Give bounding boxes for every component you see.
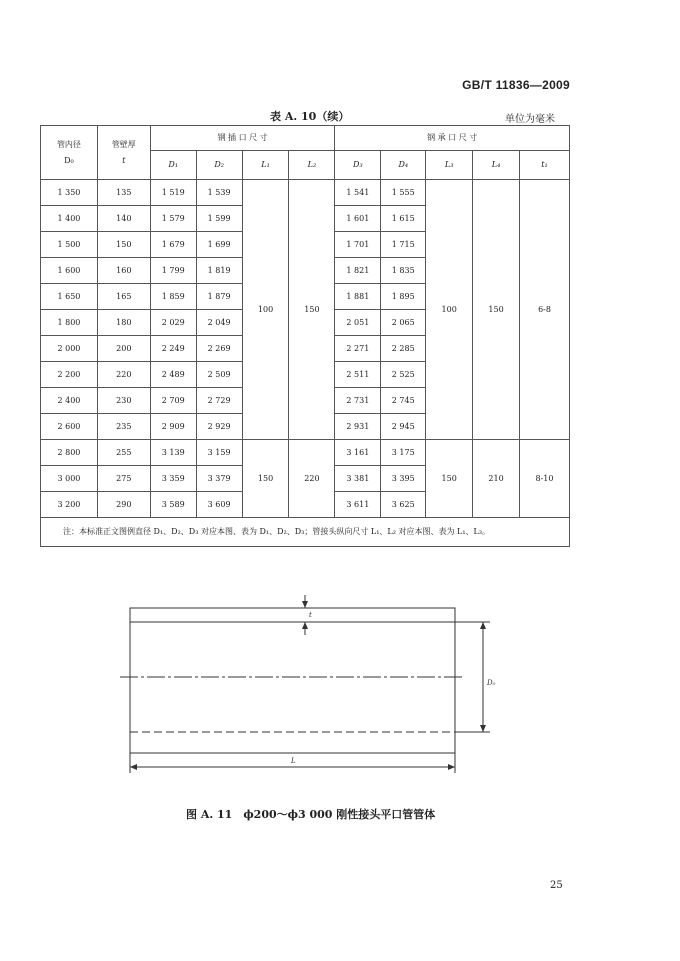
cell-d2: 2 929 xyxy=(196,414,242,440)
cell-t: 275 xyxy=(97,466,150,492)
cell-t: 290 xyxy=(97,492,150,518)
cell-l1-group1: 100 xyxy=(242,180,289,440)
cell-l4-group2: 210 xyxy=(473,440,520,518)
table-note: 注：本标准正文图例直径 D₁、D₂、D₃ 对应本图、表为 D₁、D₂、D₃；管接头纵向尺寸 L₁、L₂ 对应本图、表为 L₁、L₃。 xyxy=(41,518,570,547)
col-l3: L₃ xyxy=(426,151,473,180)
cell-d2: 1 879 xyxy=(196,284,242,310)
cell-l1-group2: 150 xyxy=(242,440,289,518)
t-arrow-bottom xyxy=(302,622,308,629)
cell-d2: 1 699 xyxy=(196,232,242,258)
cell-d0: 1 400 xyxy=(41,206,98,232)
cell-d4: 1 835 xyxy=(381,258,426,284)
cell-d2: 1 599 xyxy=(196,206,242,232)
cell-d0: 3 200 xyxy=(41,492,98,518)
cell-d1: 3 139 xyxy=(150,440,196,466)
figure-caption: 图 A. 11 ϕ200～ϕ3 000 刚性接头平口管管体 xyxy=(186,808,436,821)
table-caption: 表 A. 10（续） xyxy=(270,110,350,123)
cell-d2: 3 159 xyxy=(196,440,242,466)
col-d2: D₂ xyxy=(196,151,242,180)
col-d4: D₄ xyxy=(381,151,426,180)
cell-d4: 1 715 xyxy=(381,232,426,258)
d-arrow-bottom xyxy=(480,725,486,732)
cell-d1: 2 489 xyxy=(150,362,196,388)
cell-d1: 1 679 xyxy=(150,232,196,258)
t-arrow-top xyxy=(302,601,308,608)
l-arrow-right xyxy=(448,764,455,770)
cell-d0: 3 000 xyxy=(41,466,98,492)
cell-t1-group1: 6-8 xyxy=(520,180,570,440)
cell-d4: 1 615 xyxy=(381,206,426,232)
cell-d4: 3 395 xyxy=(381,466,426,492)
cell-d0: 1 350 xyxy=(41,180,98,206)
cell-l3-group2: 150 xyxy=(426,440,473,518)
cell-d0: 1 800 xyxy=(41,310,98,336)
cell-d4: 1 555 xyxy=(381,180,426,206)
table-row xyxy=(41,180,570,206)
header-wall-label: 管壁厚 xyxy=(111,139,136,149)
cell-d2: 3 609 xyxy=(196,492,242,518)
cell-d3: 2 731 xyxy=(335,388,381,414)
unit-note: 单位为毫米 xyxy=(505,114,555,125)
cell-t: 230 xyxy=(97,388,150,414)
d0-label: D₀ xyxy=(487,679,496,687)
cell-d0: 1 650 xyxy=(41,284,98,310)
page-number: 25 xyxy=(550,880,563,891)
header-spigot: 钢 插 口 尺 寸 xyxy=(150,126,335,151)
cell-d2: 2 509 xyxy=(196,362,242,388)
cell-d0: 1 500 xyxy=(41,232,98,258)
cell-t: 140 xyxy=(97,206,150,232)
cell-d3: 1 601 xyxy=(335,206,381,232)
cell-d0: 2 400 xyxy=(41,388,98,414)
cell-l2-group2: 220 xyxy=(289,440,335,518)
cell-d3: 1 541 xyxy=(335,180,381,206)
cell-d3: 2 271 xyxy=(335,336,381,362)
cell-d0: 2 600 xyxy=(41,414,98,440)
col-l1: L₁ xyxy=(242,151,289,180)
cell-d1: 2 029 xyxy=(150,310,196,336)
cell-l2-group1: 150 xyxy=(289,180,335,440)
cell-d3: 2 051 xyxy=(335,310,381,336)
cell-d4: 3 625 xyxy=(381,492,426,518)
cell-t: 235 xyxy=(97,414,150,440)
cell-t: 135 xyxy=(97,180,150,206)
cell-d2: 1 819 xyxy=(196,258,242,284)
d-arrow-top xyxy=(480,622,486,629)
cell-d0: 2 000 xyxy=(41,336,98,362)
cell-d4: 2 285 xyxy=(381,336,426,362)
dimension-table xyxy=(40,125,570,547)
cell-d2: 2 269 xyxy=(196,336,242,362)
col-t1: t₁ xyxy=(520,151,570,180)
cell-d1: 1 579 xyxy=(150,206,196,232)
col-l2: L₂ xyxy=(289,151,335,180)
pipe-drawing xyxy=(115,595,515,780)
cell-t: 255 xyxy=(97,440,150,466)
cell-d0: 1 600 xyxy=(41,258,98,284)
cell-d3: 2 931 xyxy=(335,414,381,440)
cell-d2: 2 049 xyxy=(196,310,242,336)
cell-d3: 3 611 xyxy=(335,492,381,518)
cell-d1: 2 249 xyxy=(150,336,196,362)
cell-d1: 3 589 xyxy=(150,492,196,518)
cell-d4: 1 895 xyxy=(381,284,426,310)
standard-number: GB/T 11836—2009 xyxy=(462,78,570,92)
cell-d2: 1 539 xyxy=(196,180,242,206)
l-arrow-left xyxy=(130,764,137,770)
cell-d4: 2 945 xyxy=(381,414,426,440)
cell-l4-group1: 150 xyxy=(473,180,520,440)
cell-d0: 2 200 xyxy=(41,362,98,388)
header-d0: D₀ xyxy=(64,155,74,165)
cell-d1: 1 859 xyxy=(150,284,196,310)
cell-t: 150 xyxy=(97,232,150,258)
t-label: t xyxy=(309,611,312,619)
cell-d3: 1 881 xyxy=(335,284,381,310)
cell-d1: 2 909 xyxy=(150,414,196,440)
cell-d1: 3 359 xyxy=(150,466,196,492)
header-wall xyxy=(97,126,150,180)
cell-t: 160 xyxy=(97,258,150,284)
header-inner-diameter-label: 管内径 xyxy=(56,139,81,149)
cell-d3: 1 821 xyxy=(335,258,381,284)
cell-d1: 2 709 xyxy=(150,388,196,414)
cell-d2: 2 729 xyxy=(196,388,242,414)
cell-t: 165 xyxy=(97,284,150,310)
cell-d4: 2 525 xyxy=(381,362,426,388)
header-socket: 钢 承 口 尺 寸 xyxy=(335,126,570,151)
cell-d4: 2 745 xyxy=(381,388,426,414)
cell-d1: 1 519 xyxy=(150,180,196,206)
cell-l3-group1: 100 xyxy=(426,180,473,440)
cell-t: 220 xyxy=(97,362,150,388)
cell-d3: 2 511 xyxy=(335,362,381,388)
col-d1: D₁ xyxy=(150,151,196,180)
cell-t: 180 xyxy=(97,310,150,336)
cell-d4: 3 175 xyxy=(381,440,426,466)
col-l4: L₄ xyxy=(473,151,520,180)
pipe-outline xyxy=(130,608,455,753)
cell-d3: 3 381 xyxy=(335,466,381,492)
table-row xyxy=(41,440,570,466)
cell-d3: 3 161 xyxy=(335,440,381,466)
cell-d3: 1 701 xyxy=(335,232,381,258)
col-d3: D₃ xyxy=(335,151,381,180)
cell-d0: 2 800 xyxy=(41,440,98,466)
cell-t: 200 xyxy=(97,336,150,362)
cell-d2: 3 379 xyxy=(196,466,242,492)
header-inner-diameter xyxy=(41,126,98,180)
header-t: t xyxy=(122,155,126,165)
cell-t1-group2: 8-10 xyxy=(520,440,570,518)
cell-d1: 1 799 xyxy=(150,258,196,284)
cell-d4: 2 065 xyxy=(381,310,426,336)
l-label: L xyxy=(291,757,296,765)
